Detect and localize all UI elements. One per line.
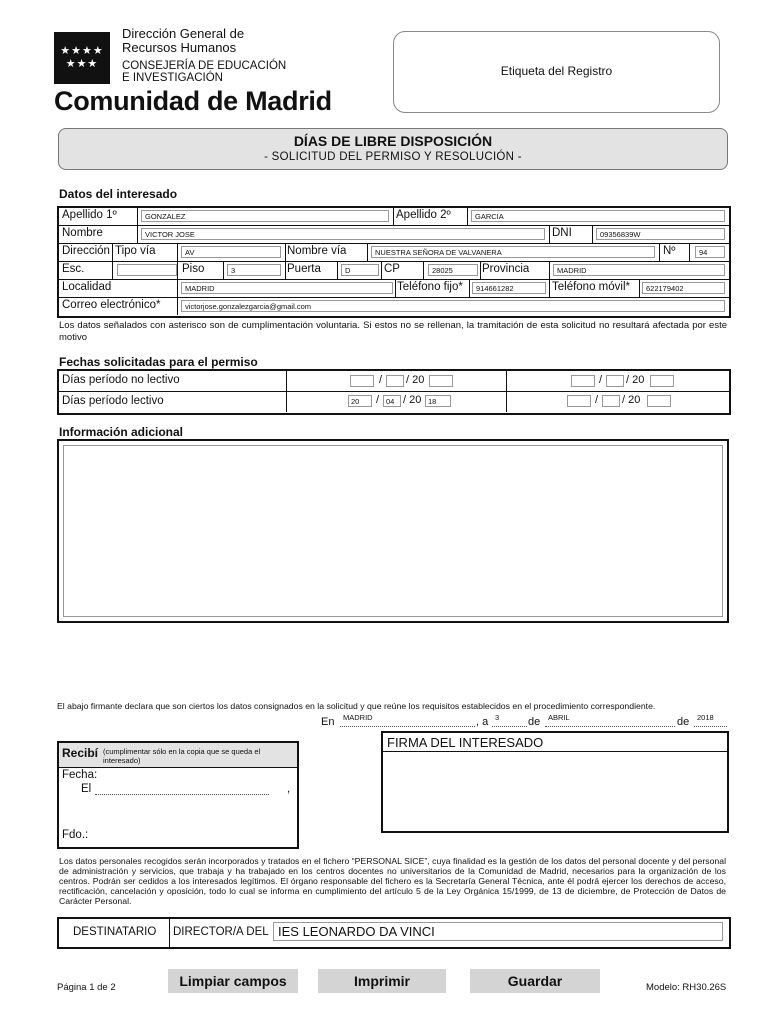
- numero-field[interactable]: 94: [695, 246, 725, 258]
- nombre-via-field[interactable]: NUESTRA SEÑORA DE VALVANERA: [371, 246, 655, 258]
- month-field[interactable]: ABRIL: [545, 713, 675, 727]
- page-number: Página 1 de 2: [57, 982, 116, 993]
- lectivo-2-day[interactable]: [567, 395, 591, 407]
- registry-label: Etiqueta del Registro: [500, 64, 613, 78]
- date-slash: /: [595, 394, 599, 406]
- section-heading-interesado: Datos del interesado: [59, 187, 178, 201]
- firma-header: [383, 733, 727, 752]
- org-line-1: Dirección General de: [122, 26, 245, 41]
- centro-field[interactable]: IES LEONARDO DA VINCI: [273, 922, 723, 941]
- imprimir-button[interactable]: Imprimir: [318, 969, 446, 993]
- localidad-label: Localidad: [62, 281, 112, 293]
- apellido1-label: Apellido 1º: [62, 209, 117, 221]
- org-line-3: CONSEJERÍA DE EDUCACIÓN: [122, 60, 287, 72]
- date-year-prefix: / 20: [626, 374, 645, 386]
- dni-label: DNI: [552, 227, 572, 239]
- lectivo-1-day[interactable]: 20: [348, 395, 372, 407]
- esc-field[interactable]: [117, 264, 177, 276]
- fechas-grid: [57, 369, 731, 415]
- registry-label-box: [393, 31, 720, 113]
- form-subtitle: - SOLICITUD DEL PERMISO Y RESOLUCIÓN -: [264, 151, 522, 163]
- lectivo-label: Días período lectivo: [62, 395, 164, 407]
- lectivo-1-month[interactable]: 04: [383, 395, 401, 407]
- cp-field[interactable]: 28025: [428, 264, 478, 276]
- flag-stars-top: ★★★★: [60, 45, 104, 57]
- model-code: Modelo: RH30.26S: [646, 982, 727, 993]
- declaration-text: El abajo firmante declara que son ciertos los datos consignados en la solicitud y que reúne los requisitos establecidos en el procedimiento correspondiente.: [57, 701, 656, 711]
- de2-label: de: [677, 716, 690, 728]
- localidad-field[interactable]: MADRID: [181, 282, 393, 294]
- puerta-label: Puerta: [287, 263, 321, 275]
- no-lectivo-1-year[interactable]: [429, 375, 453, 387]
- firma-box[interactable]: [381, 731, 729, 833]
- telefono-fijo-label: Teléfono fijo*: [397, 281, 463, 293]
- row-apellidos: [59, 208, 729, 226]
- recibi-comma: ,: [287, 783, 291, 795]
- org-line-4: E INVESTIGACIÓN: [122, 72, 223, 84]
- recibi-header: [59, 743, 297, 768]
- recibi-el-label: El: [81, 783, 92, 795]
- apellido2-field[interactable]: GARCIA: [471, 210, 725, 222]
- consejeria-name: [122, 60, 286, 84]
- no-lectivo-label: Días período no lectivo: [62, 374, 180, 386]
- numero-label: Nº: [663, 245, 676, 257]
- recibi-box: [57, 741, 299, 849]
- esc-label: Esc.: [62, 263, 85, 275]
- telefono-fijo-field[interactable]: 914661282: [472, 282, 546, 294]
- org-name: [122, 27, 244, 55]
- date-year-prefix: / 20: [622, 394, 641, 406]
- limpiar-campos-button[interactable]: Limpiar campos: [168, 969, 298, 993]
- piso-label: Piso: [182, 263, 205, 275]
- correo-field[interactable]: victorjose.gonzalezgarcia@gmail.com: [181, 300, 725, 312]
- correo-label: Correo electrónico*: [62, 299, 161, 311]
- recibi-fdo-label: Fdo.:: [62, 829, 89, 841]
- apellido2-label: Apellido 2º: [396, 209, 451, 221]
- destinatario-label: DESTINATARIO: [73, 926, 157, 938]
- voluntary-data-note: Los datos señalados con asterisco son de cumplimentación voluntaria. Si estos no se rellenan, la tramitación de esta solicitud no resultará afectada por este motivo: [59, 320, 727, 343]
- form-title-box: [58, 128, 728, 170]
- telefono-movil-field[interactable]: 622179402: [642, 282, 725, 294]
- data-protection-text: Los datos personales recogidos serán incorporados y tratados en el fichero “PERSONAL SICE”, cuya finalidad es la gestión de los datos del personal docente y del personal de administración y servicios, que trabaja y ha trabajado en los centros docentes no universitarios de la Comunidad de Madrid, necesarios para la organización de los centros. Podrán ser cedidos a los interesados legítimos. El órgano responsable del fichero es la Secretaría General Técnica, ante él podrá ejercer los derechos de acceso, rectificación, cancelación y oposición, todo lo cual se informa en cumplimiento del artículo 5 de la Ley Orgánica 15/1999, de 13 de diciembre, de Protección de Datos de Carácter Personal.: [59, 856, 726, 906]
- flag-stars-bottom: ★★★: [65, 58, 99, 70]
- en-label: En: [321, 716, 335, 728]
- apellido1-field[interactable]: GONZALEZ: [141, 210, 389, 222]
- year-field[interactable]: 2018: [694, 713, 727, 727]
- org-line-2: Recursos Humanos: [122, 40, 237, 55]
- section-heading-info: Información adicional: [59, 425, 184, 439]
- row-localidad: [59, 280, 729, 298]
- brand-title: Comunidad de Madrid: [54, 86, 332, 116]
- date-slash: /: [376, 394, 380, 406]
- dni-field[interactable]: 09356839W: [596, 228, 725, 240]
- recibi-title: Recibí: [62, 746, 99, 760]
- comunidad-madrid-flag-logo: [54, 32, 110, 84]
- recibi-fecha-label: Fecha:: [62, 769, 98, 781]
- cp-label: CP: [384, 263, 400, 275]
- row-direccion: [59, 244, 729, 262]
- recibi-el-field[interactable]: [95, 783, 269, 795]
- puerta-field[interactable]: D: [341, 264, 379, 276]
- tipo-via-label: Tipo vía: [115, 245, 156, 257]
- nombre-via-label: Nombre vía: [287, 245, 347, 257]
- telefono-movil-label: Teléfono móvil*: [552, 281, 630, 293]
- row-nombre: [59, 226, 729, 244]
- lectivo-1-year[interactable]: 18: [425, 395, 451, 407]
- nombre-label: Nombre: [62, 227, 103, 239]
- lectivo-2-month[interactable]: [602, 395, 620, 407]
- row-lectivo: [59, 392, 729, 412]
- tipo-via-field[interactable]: AV: [181, 246, 281, 258]
- direccion-label: Dirección: [62, 245, 110, 257]
- no-lectivo-2-year[interactable]: [650, 375, 674, 387]
- date-year-prefix: / 20: [406, 374, 425, 386]
- no-lectivo-2-month[interactable]: [606, 375, 624, 387]
- date-year-prefix: / 20: [403, 394, 422, 406]
- info-outer-box: [57, 439, 729, 623]
- a-label: , a: [476, 716, 489, 728]
- form-title: DÍAS DE LIBRE DISPOSICIÓN: [293, 133, 493, 149]
- info-textarea[interactable]: [63, 445, 723, 617]
- guardar-button[interactable]: Guardar: [470, 969, 600, 993]
- section-heading-fechas: Fechas solicitadas para el permiso: [59, 355, 258, 369]
- piso-field[interactable]: 3: [227, 264, 281, 276]
- provincia-label: Provincia: [482, 263, 530, 275]
- city-field[interactable]: MADRID: [340, 713, 475, 727]
- provincia-field[interactable]: MADRID: [553, 264, 725, 276]
- firma-label: FIRMA DEL INTERESADO: [387, 735, 544, 750]
- row-correo: [59, 298, 729, 315]
- interesado-grid: [57, 206, 731, 318]
- day-field[interactable]: 3: [492, 713, 527, 727]
- no-lectivo-1-month[interactable]: [386, 375, 404, 387]
- director-label: DIRECTOR/A DEL: [173, 926, 269, 938]
- nombre-field[interactable]: VICTOR JOSE: [141, 228, 545, 240]
- date-slash: /: [599, 374, 603, 386]
- destinatario-box: [57, 917, 731, 949]
- lectivo-2-year[interactable]: [647, 395, 671, 407]
- row-no-lectivo: [59, 371, 729, 392]
- row-piso: [59, 262, 729, 280]
- date-slash: /: [379, 374, 383, 386]
- no-lectivo-2-day[interactable]: [571, 375, 595, 387]
- recibi-note: (cumplimentar sólo en la copia que se queda el interesado): [103, 747, 261, 765]
- no-lectivo-1-day[interactable]: [350, 375, 374, 387]
- de-label: de: [528, 716, 541, 728]
